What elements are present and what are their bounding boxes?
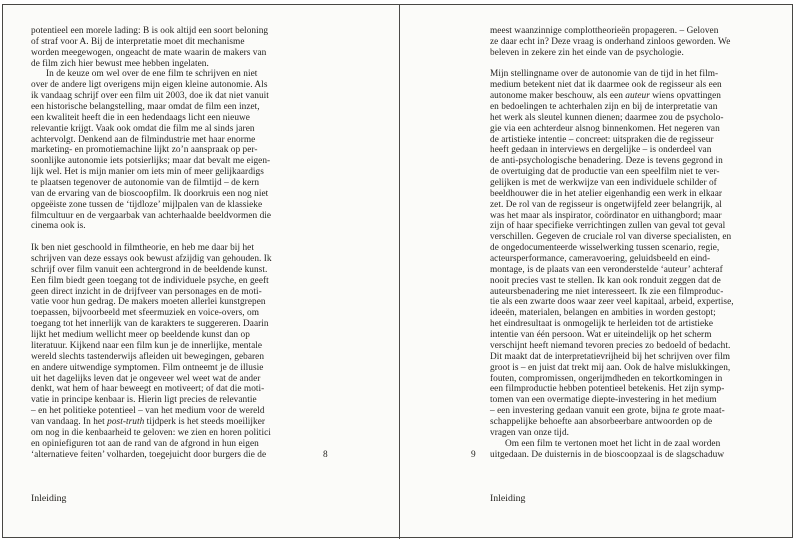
text-line: auteursbenadering me niet interesseert. Ik zie een filmproduc- — [490, 286, 724, 297]
text-line: uitgedaan. De duisternis in de bioscoopzaal is de slagschaduw — [490, 449, 725, 460]
text-line: de anti-psychologische benadering. Deze is tevens gegrond in — [490, 156, 723, 167]
text-line: schrijven van deze essays ook bewust afzijdig van gehouden. Ik — [31, 254, 272, 265]
text-line: soonlijke autonomie iets potsierlijks; maar dat bevalt me eigen- — [31, 156, 271, 167]
text-line: een kwaliteit heeft die in een hedendaags licht een nieuwe — [31, 112, 250, 123]
text-line: denkt, wat hem of haar beweegt en motiveert; of dat die moti- — [31, 384, 265, 395]
text-line: zijn of haar specifieke verrichtingen zullen van geval tot geval — [490, 221, 726, 232]
text-line: de film zich hier bewust mee hebben ingelaten. — [31, 58, 209, 69]
text-line: autonome maker beschouw, als een auteur wiens opvattingen — [490, 91, 722, 102]
text-line: van vandaag. In het post-truth tijdperk is het steeds moeilijker — [31, 416, 266, 427]
text-line: groot is – en juist dat trekt mij aan. Ook de halve mislukkingen, — [490, 362, 731, 373]
text-line: vragen van onze tijd. — [490, 427, 570, 438]
text-line: ik vandaag schrijf over een film uit 2003, doe ik dat niet vanuit — [31, 91, 269, 102]
text-line: over de andere ligt overigens mijn eigen kleine autonomie. Als — [31, 80, 268, 91]
text-line: fouten, compromissen, ongerijmdheden en tekortkomingen in — [490, 373, 723, 384]
text-line: acteursperformance, cameravoering, geluidsbeeld en eind- — [490, 254, 711, 265]
text-line: om nog in die kenbaarheid te geloven: we zien en horen politici — [31, 427, 271, 438]
text-line: van de ervaring van de bioscoopfilm. Ik doorkruis een nog niet — [31, 188, 269, 199]
text-line: de artistieke intentie – concreet: uitspraken die de regisseur — [490, 134, 714, 145]
right-running-footer: Inleiding — [490, 493, 526, 504]
text-line: cinema ook is. — [31, 221, 86, 232]
text-line: heeft gedaan in interviews en dergelijke – is onderdeel van — [490, 145, 712, 156]
text-line: lijk wel. Het is mijn manier om iets min of meer gelijkaardigs — [31, 167, 264, 178]
text-line: Om een film te vertonen moet het licht in de zaal worden — [505, 438, 721, 449]
text-line: een historische belangstelling, maar omdat de film een inzet, — [31, 102, 260, 113]
text-line: uit het dagelijks leven dat je ongeveer wel weet wat de ander — [31, 373, 261, 384]
text-line: of straf voor A. Bij de interpretatie moet dit mechanisme — [31, 36, 245, 47]
text-line: relevantie krijgt. Vaak ook omdat die film me al sinds jaren — [31, 123, 255, 134]
text-line: vatie in principe kenbaar is. Hierin ligt precies de relevantie — [31, 395, 257, 406]
text-line: ‘alternatieve feiten’ volharden, toegejuicht door burgers die de — [31, 449, 267, 460]
left-running-footer: Inleiding — [31, 493, 67, 504]
text-line: gie via een achterdeur alsnog binnenkomen. Het negeren van — [490, 123, 720, 134]
text-line: intentie van één persoon. Wat er uiteindelijk op het scherm — [490, 330, 712, 341]
text-line: geen direct inzicht in de drijfveer van personages en de moti- — [31, 286, 262, 297]
text-line: de overtuiging dat de productie van een speelfilm niet te ver- — [490, 167, 720, 178]
text-line: medium betekent niet dat ik daarmee ook de regisseur als een — [490, 80, 722, 91]
text-line: vatie voor hun gedrag. De makers moeten allerlei kunstgrepen — [31, 297, 266, 308]
text-line: tomen van een overmatige diepte-investering in het medium — [490, 395, 717, 406]
text-line: verschillen. Gegeven de cruciale rol van diverse specialisten, en — [490, 232, 732, 243]
text-line: – een investering gedaan vanuit een grote, bijna te grote maat- — [490, 406, 725, 417]
text-line: schappelijke behoefte aan absorbeerbare antwoorden op de — [490, 416, 713, 427]
text-line: beleven in zekere zin het einde van de psychologie. — [490, 47, 684, 58]
text-line: gelijken is met de werkwijze van een individuele schilder of — [490, 178, 717, 189]
text-line: literatuur. Kijkend naar een film kun je de innerlijke, mentale — [31, 340, 263, 351]
text-line: toegang tot het innerlijk van de karakters te suggereren. Daarin — [31, 319, 269, 330]
text-line: meest waanzinnige complottheorieën propageren. – Geloven — [490, 26, 719, 36]
text-line: Mijn stellingname over de autonomie van de tijd in het film- — [490, 69, 719, 80]
text-line: – en het politieke potentieel – van het medium voor de wereld — [31, 406, 265, 417]
text-line: lijkt het medium wellicht meer op beeldende kunst dan op — [31, 330, 250, 341]
text-line: schrijf over film vanuit een achtergrond in de beeldende kunst. — [31, 264, 268, 275]
text-line: Een film biedt geen toegang tot de individuele psyche, en geeft — [31, 275, 269, 286]
text-line: In de keuze om wel over de ene film te schrijven en niet — [46, 69, 258, 80]
text-line: potentieel een morele lading: B is ook altijd een soort beloning — [31, 26, 269, 36]
text-line: het eindresultaat is onmogelijk te herleiden tot de artistieke — [490, 319, 714, 330]
text-line: en andere uitwendige symptomen. Film ontneemt je de illusie — [31, 362, 264, 373]
text-line: Dit maakt dat de interpretatievrijheid bij het schrijven over film — [490, 351, 731, 362]
text-line: wereld slechts tastenderwijs afleiden uit bewegingen, gebaren — [31, 351, 265, 362]
blank-line — [490, 59, 766, 70]
blank-line — [31, 232, 311, 243]
text-line: montage, is de plaats van een veronderstelde ‘auteur’ achteraf — [490, 264, 723, 275]
text-line: was het maar als inspirator, coördinator en uithangbord; maar — [490, 210, 722, 221]
text-line: de ongedocumenteerde wisselwerking tussen scenario, regie, — [490, 243, 720, 254]
text-line: worden meegewogen, ongeacht de mate waarin de makers van — [31, 47, 267, 58]
text-line: Ik ben niet geschoold in filmtheorie, en heb me daar bij het — [31, 243, 254, 254]
text-line: te plaatsen tegenover de autonomie van de filmtijd – de kern — [31, 178, 260, 189]
text-line: een filmproductie hebben potentieel betekenis. Het zijn symp- — [490, 384, 725, 395]
text-line: het werk als sleutel kunnen dienen; daarmee zou de psycholo- — [490, 112, 724, 123]
text-line: ideeën, materialen, belangen en ambities in worden gestopt; — [490, 308, 716, 319]
text-line: nooit precies vast te stellen. Ik kan ook ronduit zeggen dat de — [490, 275, 721, 286]
text-line: en opiniefiguren tot aan de rand van de afgrond in hun eigen — [31, 438, 259, 449]
right-page-number: 9 — [471, 449, 476, 460]
text-line: ze daar echt in? Deze vraag is onderhand zinloos geworden. We — [490, 36, 731, 47]
right-page-text-column — [490, 26, 766, 460]
left-page-number: 8 — [323, 449, 328, 460]
text-line: opgeëiste zone tussen de ‘tijdloze’ mijlpalen van de klassieke — [31, 199, 263, 210]
text-line: en bedoelingen te achterhalen zijn en bij de interpretatie van — [490, 102, 718, 113]
text-line: marketing- en promotiemachine lijkt zo’n aanspraak op per- — [31, 145, 258, 156]
text-line: toepassen, bijvoorbeeld met sfeermuziek en voice-overs, om — [31, 308, 260, 319]
left-page-text-column — [31, 26, 311, 460]
text-line: beeldhouwer die in het atelier eigenhandig een werk in elkaar — [490, 188, 723, 199]
text-line: filmcultuur en de vergaarbak van achterhaalde beeldvormen die — [31, 210, 272, 221]
left-page — [0, 0, 398, 542]
right-page — [400, 0, 798, 542]
text-line: zet. De rol van de regisseur is ongetwijfeld zeer belangrijk, al — [490, 199, 722, 210]
text-line: verschijnt heeft niemand tevoren precies zo bedoeld of bedacht. — [490, 340, 731, 351]
text-line: achtervolgt. Denkend aan de filmindustrie met haar enorme — [31, 134, 256, 145]
text-line: tie als een zwarte doos waar zeer veel kapitaal, arbeid, expertise, — [490, 297, 734, 308]
